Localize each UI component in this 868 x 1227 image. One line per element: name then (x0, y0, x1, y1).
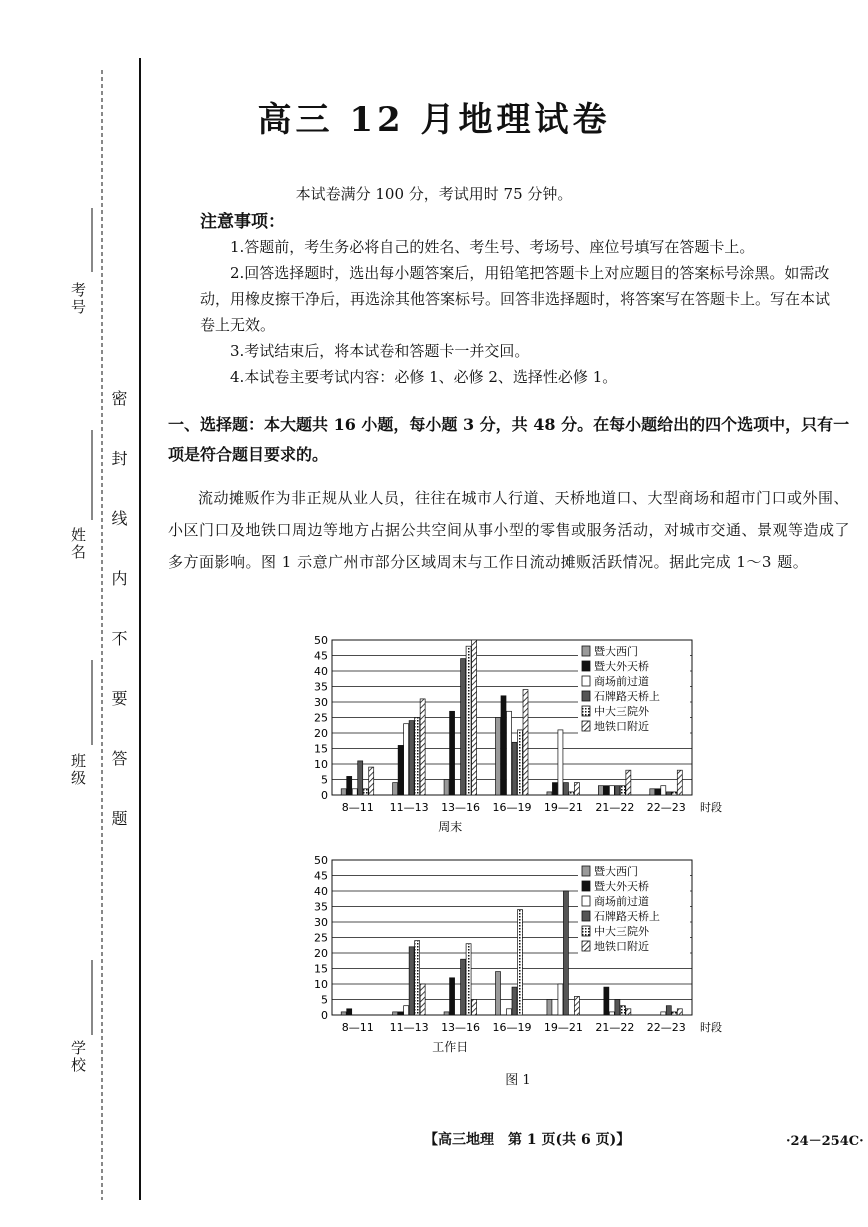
x-axis-unit: 时段 (700, 801, 722, 814)
bar (661, 786, 666, 795)
paper-code: ·24－254C· (786, 1134, 864, 1149)
bar (341, 789, 346, 795)
x-tick-label: 19—21 (543, 1021, 583, 1034)
y-tick-label: 25 (314, 711, 328, 725)
legend-label: 商场前过道 (594, 895, 649, 908)
bar (352, 789, 357, 795)
x-tick-label: 13—16 (441, 801, 481, 814)
y-tick-label: 5 (321, 773, 328, 787)
y-tick-label: 50 (314, 634, 328, 647)
bar (420, 984, 425, 1015)
x-tick-label: 11—13 (389, 801, 429, 814)
bar (677, 1009, 682, 1015)
x-tick-label: 16—19 (492, 801, 532, 814)
legend-swatch (582, 676, 590, 686)
weekend-chart (300, 630, 740, 840)
y-tick-label: 30 (314, 696, 328, 709)
bar (450, 978, 455, 1015)
exam-subtitle: 本试卷满分 100 分，考试用时 75 分钟。 (295, 185, 573, 203)
school-label: 学校 (69, 1040, 87, 1074)
bar (444, 1012, 449, 1015)
bar (563, 783, 568, 795)
y-tick-label: 40 (314, 885, 328, 898)
bar (518, 730, 523, 795)
legend-label: 暨大外天桥 (594, 880, 649, 893)
bar (415, 718, 420, 796)
bar (620, 786, 625, 795)
bar (409, 721, 414, 795)
bar (558, 984, 563, 1015)
bar (415, 941, 420, 1015)
bar (626, 1009, 631, 1015)
bar (404, 724, 409, 795)
notice-item-4: 4.本试卷主要考试内容：必修 1、必修 2、选择性必修 1。 (230, 368, 618, 386)
bar (598, 786, 603, 795)
bar (512, 987, 517, 1015)
legend-swatch (582, 881, 590, 891)
legend-label: 石牌路天桥上 (594, 910, 660, 923)
figure-caption: 图 1 (505, 1073, 531, 1088)
y-tick-label: 10 (314, 978, 328, 991)
bar (604, 786, 609, 795)
x-tick-label: 16—19 (492, 1021, 532, 1034)
bar (512, 742, 517, 795)
bar (615, 786, 620, 795)
bar (363, 789, 368, 795)
bar (461, 959, 466, 1015)
seal-line-note: 密 封 线 内 不 要 答 题 (109, 390, 128, 840)
bar (558, 730, 563, 795)
bar (347, 1009, 352, 1015)
bar (404, 1006, 409, 1015)
bar (574, 996, 579, 1015)
bar (358, 761, 363, 795)
exam-title: 高三 12 月地理试卷 (257, 100, 611, 140)
bar (341, 1012, 346, 1015)
bar (609, 1012, 614, 1015)
legend-label: 暨大西门 (594, 645, 638, 658)
bar (496, 972, 501, 1015)
legend-swatch (582, 646, 590, 656)
bar (666, 1006, 671, 1015)
bar (672, 1012, 677, 1015)
legend-swatch (582, 941, 590, 951)
bar (523, 690, 528, 795)
chart-title: 周末 (438, 820, 463, 834)
notice-item-2: 2.回答选择题时，选出每小题答案后，用铅笔把答题卡上对应题目的答案标号涂黑。如需改动，用橡皮擦干净后，再选涂其他答案标号。回答非选择题时，将答案写在答题卡上。写在本试卷上无效。 (200, 264, 831, 334)
y-tick-label: 20 (314, 727, 328, 740)
y-tick-label: 15 (314, 962, 328, 976)
legend-swatch (582, 706, 590, 716)
bar (347, 776, 352, 795)
bar (496, 718, 501, 796)
bar (569, 792, 574, 795)
x-tick-label: 8—11 (341, 801, 374, 814)
bar (398, 1012, 403, 1015)
bar (507, 711, 512, 795)
legend-label: 石牌路天桥上 (594, 690, 660, 703)
bar (398, 745, 403, 795)
x-tick-label: 22—23 (646, 801, 686, 814)
y-tick-label: 50 (314, 854, 328, 867)
question-passage: 流动摊贩作为非正规从业人员，往往在城市人行道、天桥地道口、大型商场和超市门口或外围、小区门口及地铁口周边等地方占据公共空间从事小型的零售或服务活动，对城市交通、景观等造成了多方面影响。图 1 示意广州市部分区域周末与工作日流动摊贩活跃情况。据此完成 1～3 题。 (168, 489, 851, 571)
chart-title: 工作日 (432, 1040, 469, 1054)
y-tick-label: 5 (321, 993, 328, 1007)
x-tick-label: 8—11 (341, 1021, 374, 1034)
notice-item-1: 1.答题前，考生务必将自己的姓名、考生号、考场号、座位号填写在答题卡上。 (230, 238, 755, 256)
bar (518, 910, 523, 1015)
bar (369, 767, 374, 795)
bar (661, 1012, 666, 1015)
legend-label: 暨大外天桥 (594, 660, 649, 673)
legend-swatch (582, 866, 590, 876)
bar (620, 1006, 625, 1015)
y-tick-label: 35 (314, 900, 328, 914)
x-tick-label: 21—22 (595, 1021, 635, 1034)
legend-label: 中大三院外 (594, 705, 649, 718)
legend-swatch (582, 926, 590, 936)
y-tick-label: 45 (314, 649, 328, 663)
notice-heading: 注意事项： (200, 212, 285, 232)
bar (420, 699, 425, 795)
y-tick-label: 0 (321, 1009, 328, 1022)
y-tick-label: 20 (314, 947, 328, 960)
y-tick-label: 45 (314, 869, 328, 883)
bar (393, 783, 398, 795)
weekday-chart (300, 850, 740, 1060)
legend-label: 暨大西门 (594, 865, 638, 878)
legend-swatch (582, 896, 590, 906)
bar (501, 696, 506, 795)
bar (655, 789, 660, 795)
exam-number-label: 考号 (69, 282, 87, 316)
notice-item-3: 3.考试结束后，将本试卷和答题卡一并交回。 (230, 342, 530, 360)
y-tick-label: 15 (314, 742, 328, 756)
bar (472, 640, 477, 795)
legend-label: 地铁口附近 (594, 720, 649, 733)
section-heading: 一、选择题：本大题共 16 小题，每小题 3 分，共 48 分。在每小题给出的四个选项中，只有一项是符合题目要求的。 (168, 415, 850, 464)
y-tick-label: 35 (314, 680, 328, 694)
y-tick-label: 25 (314, 931, 328, 945)
bar (672, 792, 677, 795)
bar (547, 1000, 552, 1016)
bar (466, 944, 471, 1015)
bar (677, 770, 682, 795)
y-tick-label: 40 (314, 665, 328, 678)
bar (444, 780, 449, 796)
x-tick-label: 13—16 (441, 1021, 481, 1034)
bar (609, 786, 614, 795)
x-tick-label: 21—22 (595, 801, 635, 814)
y-tick-label: 0 (321, 789, 328, 802)
page-footer: 【高三地理 第 1 页(共 6 页)】 (424, 1132, 631, 1148)
bar (450, 711, 455, 795)
name-label: 姓名 (69, 527, 87, 561)
bar (472, 1000, 477, 1016)
bar (666, 792, 671, 795)
x-tick-label: 11—13 (389, 1021, 429, 1034)
bar (466, 646, 471, 795)
legend-swatch (582, 691, 590, 701)
bar (552, 783, 557, 795)
x-tick-label: 22—23 (646, 1021, 686, 1034)
bar (650, 789, 655, 795)
legend-label: 商场前过道 (594, 675, 649, 688)
y-tick-label: 30 (314, 916, 328, 929)
legend-swatch (582, 911, 590, 921)
x-axis-unit: 时段 (700, 1021, 722, 1034)
legend-label: 中大三院外 (594, 925, 649, 938)
bar (507, 1009, 512, 1015)
bar (393, 1012, 398, 1015)
bar (574, 783, 579, 795)
y-tick-label: 10 (314, 758, 328, 771)
bar (626, 770, 631, 795)
bar (409, 947, 414, 1015)
bar (461, 659, 466, 795)
class-label: 班级 (69, 753, 87, 787)
legend-swatch (582, 661, 590, 671)
bar (563, 891, 568, 1015)
bar (547, 792, 552, 795)
legend-swatch (582, 721, 590, 731)
x-tick-label: 19—21 (543, 801, 583, 814)
bar (615, 1000, 620, 1016)
bar (604, 987, 609, 1015)
legend-label: 地铁口附近 (594, 940, 649, 953)
